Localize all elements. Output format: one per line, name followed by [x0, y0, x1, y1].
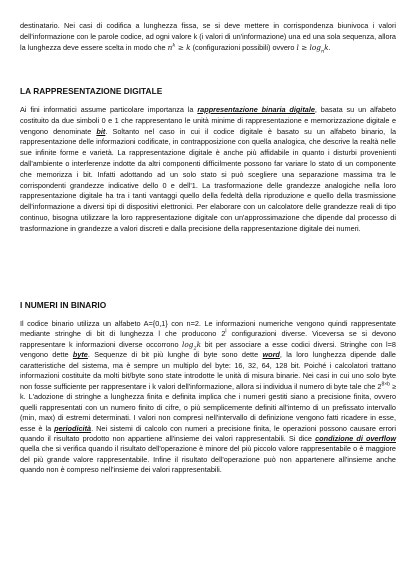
emphasized-term: byte — [72, 350, 88, 360]
section-paragraph: Il codice binario utilizza un alfabeto A={0,1} con n=2. Le informazioni numeriche vengono quindi rappresentate mediante stringhe di bit di lunghezza l che producono 2$^l$ configurazioni diverse. Viceversa se si devono rappresentare k informazioni diverse occorrono $\log_2k$ bit per associare a esse codici diversi. Stringhe con l=8 vengono dette byte. Sequenze di bit più lunghe di byte sono dette word, la loro lunghezza dipende dalle caratteristiche del sistema, ma è sempre un multiplo del byte: 16, 32, 64, 128 bit. Poiché i calcolatori trattano informazioni costituite da molti bit/byte sono state introdotte le unità di misura binarie. Nei casi in cui uno solo byte non fosse sufficiente per rappresentare i k valori dell'informazione, allora si individua il numero di byte tale che $2^{8\times b} \ge k$. L'adozione di stringhe a lunghezza finita e definita implica che i numeri gestiti siano a precisione finita, ovvero quelli rappresentati con un numero finito di cifre, o più semplicemente definiti all'interno di un prefissato intervallo (min, max) di estremi determinati. I valori non compresi nell'intervallo di definizione vengono fatti ricadere in esse, esse è la periodicità. Nei sistemi di calcolo con numeri a precisione finita, le operazioni possono causare errori quando il risultato prodotto non appartiene all'insieme dei valori rappresentabili. Si dice condizione di overflow quella che si verifica quando il risultato dell'operazione è minore del più piccolo valore rappresentabile o è maggiore del più grande valore rappresentabile. Infine il risultato dell'operazione può non appartenere all'insieme anche quando non è compreso nell'insieme dei valori rappresentabili. — [20, 319, 396, 475]
section-digital-representation — [20, 86, 396, 235]
emphasized-term: condizione di overflow — [315, 433, 396, 443]
inequality-formula: $n^k \ge k$ — [167, 42, 191, 52]
section-binary-numbers — [20, 300, 396, 476]
emphasized-term: periodicità — [54, 423, 92, 433]
emphasized-term: rappresentazione binaria digitale — [197, 105, 315, 114]
section-heading: I NUMERI IN BINARIO — [20, 300, 107, 310]
log-formula: $\log_2k$ — [182, 339, 202, 352]
section-paragraph: Ai fini informatici assume particolare importanza la rappresentazione binaria digitale, basata su un alfabeto costituito da due simboli 0 e 1 che rappresentano le unità minime di rappresentazione e memorizzazione digitale e vengono denominate bit. Soltanto nel caso in cui il codice digitale è basato su un alfabeto binario, la rappresentazione delle informazioni codificate, in contrapposizione con quella analogica, che descrive la realtà nelle sue infinite forme e varietà. La rappresentazione digitale è anche più affidabile in quanto i disturbi provenienti dall'ambiente o interferenze indotte da altri componenti difficilmente possono far variare lo stato di un componente che memorizza i bit. Infatti adottando ad un solo stato si può scegliere una separazione massima tra le corrispondenti grandezze indicative dello 0 e dell'1. La trasformazione delle grandezze analogiche nella loro rappresentazione digitale ha tra i tanti vantaggi quello della fedeltà della riproduzione e quello della trasmissione dell'informazione a diversi tipi di dispositivi elettronici. Per elaborare con un calcolatore delle grandezze reali di tipo continuo, bisogna utilizzare la loro rappresentazione digitale con un'approssimazione che dipende dal processo di trasformazione in grandezze a valori discreti e dalla precisione della rappresentazione digitale dei numeri. — [20, 105, 397, 233]
intro-paragraph: destinatario. Nei casi di codifica a lunghezza fissa, se si deve mettere in corrispondenza biunivoca i valori dell'informazione con le parole codice, ad ogni valore k (i valori di un'informazione) una ed una sola sequenza, allora la lunghezza deve essere scelta in modo che $n^k \ge k$ (configurazioni possibili) ovvero $l \ge \log_nk$. — [20, 21, 396, 55]
intro-block — [20, 21, 396, 53]
section-heading: LA RAPPRESENTAZIONE DIGITALE — [20, 86, 163, 96]
intro-text: destinatario. Nei casi di codifica a lunghezza fissa, se si deve mettere in corrispondenza biunivoca i valori dell'informazione con le parole codice, ad ogni valore k (i valori di un'informazione) una ed una sola sequenza, allora la lunghezza deve essere scelta in modo che — [20, 21, 396, 52]
log-formula: $l \ge \log_nk$ — [296, 42, 329, 55]
emphasized-term: word — [262, 350, 280, 360]
emphasized-term: bit — [96, 126, 106, 136]
